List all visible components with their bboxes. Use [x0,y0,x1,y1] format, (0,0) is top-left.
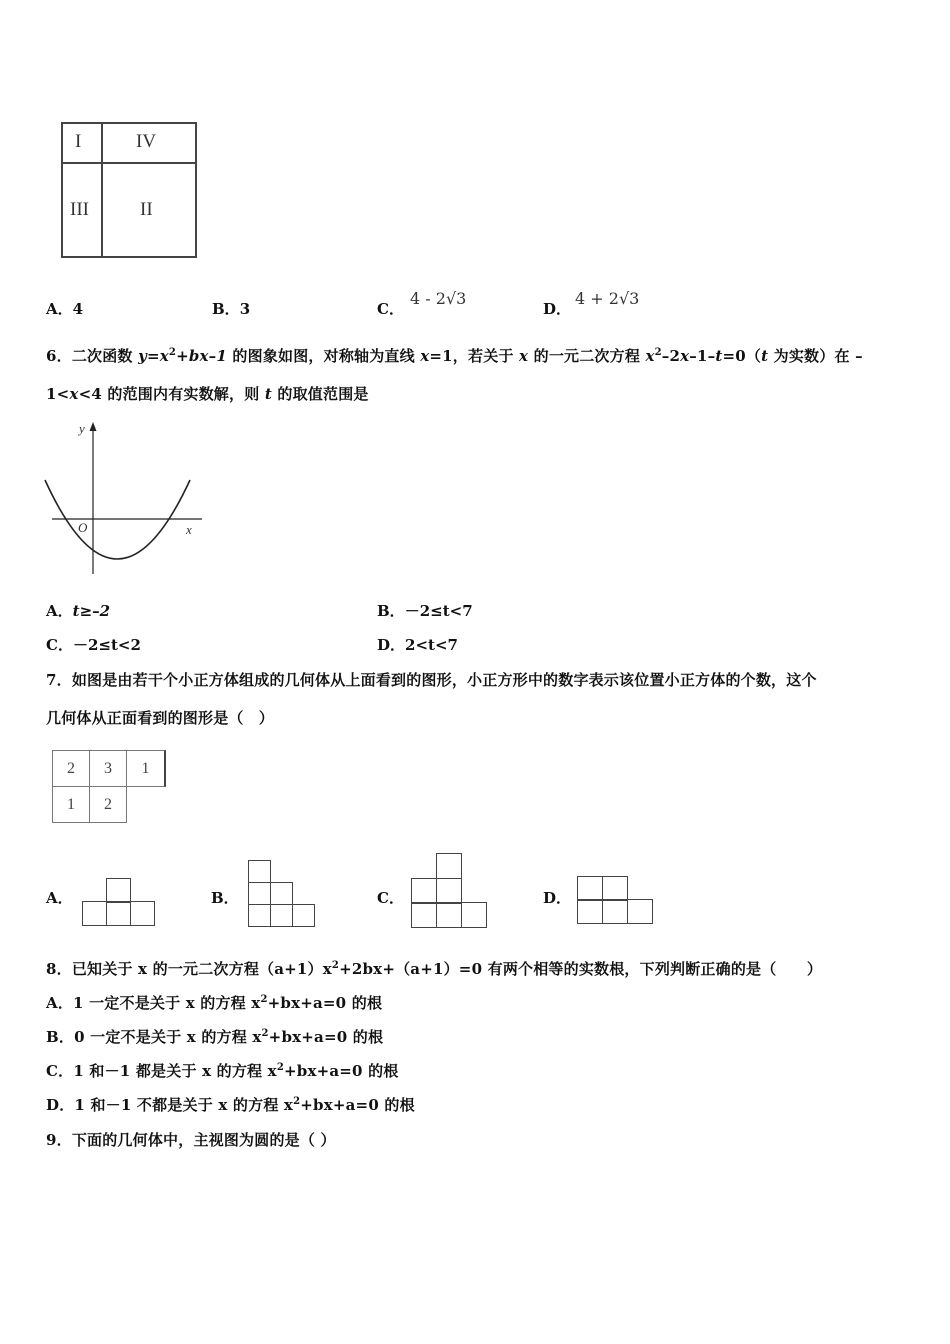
q6-option-a[interactable]: A．t≥–2 [46,602,111,620]
q7-cell: 2 [89,786,127,823]
q7-stem-line2: 几何体从正面看到的图形是（ ） [46,709,275,727]
option-letter: C． [377,300,404,318]
option-value: 3 [239,300,251,318]
q7-cell: 2 [52,750,90,787]
q6-option-c[interactable]: C．－2≤t<2 [46,636,141,654]
q7-option-d-figure[interactable] [577,876,653,924]
q5-cell-II: II [140,199,153,220]
q7-cell: 3 [89,750,127,787]
q7-option-c-label[interactable]: C． [377,889,404,907]
q6-y-label: y [79,421,85,436]
q6-stem-line1: 6．二次函数 $y=x^2+bx-1$ 的图象如图，对称轴为直线 x=1，若关于 x 的一元二次方程 $x^2-2x-1-t=0(t$ 为实数）在 – [46,347,863,365]
q8-option-a[interactable]: A．1 一定不是关于 x 的方程 $x^2+bx+a=0$ 的根 [46,994,383,1012]
q7-option-d-label[interactable]: D． [543,889,572,907]
q6-parabola-graph [40,418,210,580]
q5-cell-IV: IV [136,131,157,152]
q5-figure [60,121,198,259]
option-letter: B． [212,300,240,318]
q6-option-d[interactable]: D．2<t<7 [377,636,458,654]
q6-x-label: x [186,522,192,537]
q8-stem: 8．已知关于 x 的一元二次方程$(a+1)x^2+2bx+(a+1)=0$ 有两个相等的实数根，下列判断正确的是（ ） [46,960,823,978]
q7-cell: 1 [126,750,166,787]
q7-option-b-label[interactable]: B． [211,889,239,907]
q8-option-b[interactable]: B．0 一定不是关于 x 的方程 $x^2+bx+a=0$ 的根 [46,1028,384,1046]
q5-option-c-value: 4 - 2√3 [410,289,467,308]
option-letter: A． [46,300,73,318]
q5-cell-III: III [70,199,89,220]
q7-option-a-figure[interactable] [82,878,156,926]
q5-option-c[interactable] [377,298,404,319]
q7-option-b-figure[interactable] [248,860,316,927]
q5-option-a[interactable] [46,298,83,319]
q7-option-a-label[interactable]: A． [46,889,73,907]
q7-top-view-grid [52,750,167,825]
q5-option-d[interactable] [543,298,571,319]
option-letter: D． [543,300,572,318]
q8-option-d[interactable]: D．1 和－1 不都是关于 x 的方程 $x^2+bx+a=0$ 的根 [46,1096,415,1114]
q6-stem-line2: 1<x<4 的范围内有实数解，则 t 的取值范围是 [46,385,369,403]
q9-stem: 9．下面的几何体中，主视图为圆的是（ ） [46,1131,336,1149]
q5-option-b[interactable] [212,298,250,319]
q6-option-b[interactable]: B．－2≤t<7 [377,602,473,620]
q6-graph-svg [40,418,210,580]
q8-option-c[interactable]: C．1 和－1 都是关于 x 的方程 $x^2+bx+a=0$ 的根 [46,1062,399,1080]
option-value: 4 [72,300,84,318]
q5-option-d-value: 4 + 2√3 [575,289,640,308]
q7-option-c-figure[interactable] [411,853,487,928]
q6-origin-label: O [78,520,88,535]
q5-cell-I: I [75,131,82,152]
q7-cell: 1 [52,786,90,823]
q7-stem-line1: 7．如图是由若干个小正方体组成的几何体从上面看到的图形，小正方形中的数字表示该位置小正方体的个数，这个 [46,671,817,689]
